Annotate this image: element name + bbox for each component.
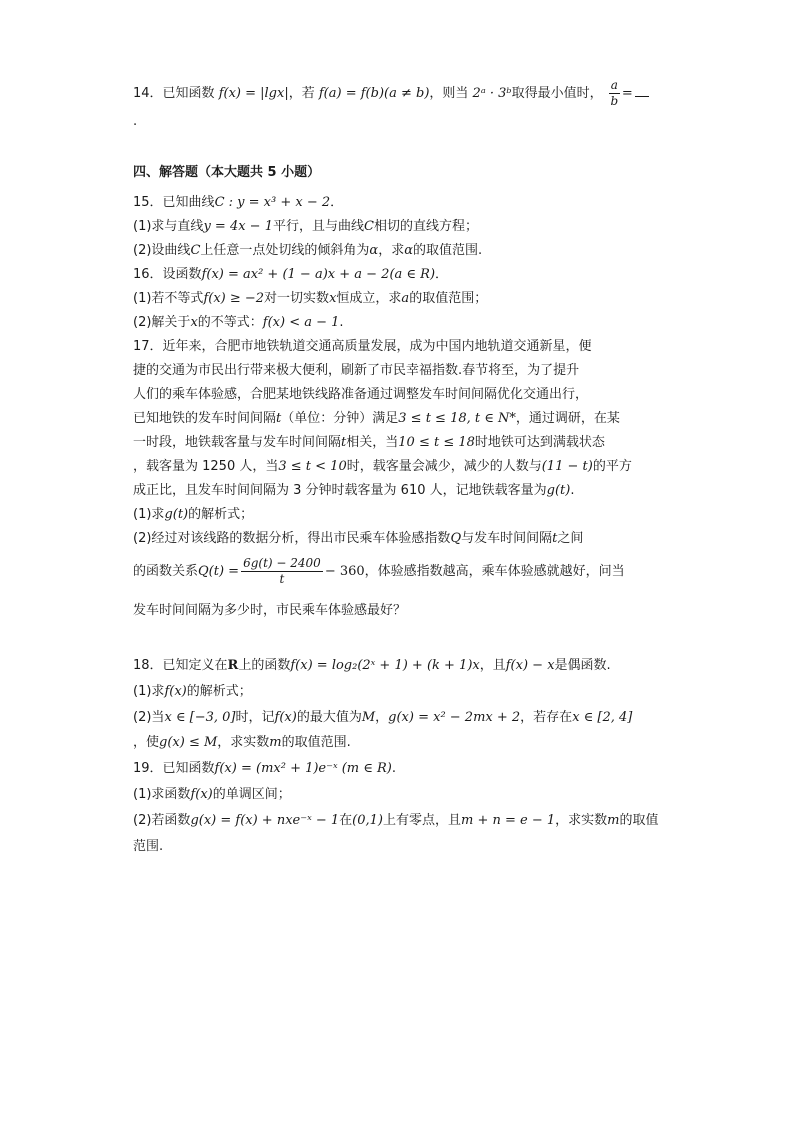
q16-p1-text-b: 对一切实数 bbox=[264, 291, 330, 306]
q19-p2-condition: m + n = e − 1 bbox=[461, 813, 556, 828]
q17-line-10 bbox=[133, 555, 625, 589]
q17-line-5 bbox=[133, 434, 605, 452]
q19-p2-text-d: ，求实数 bbox=[555, 813, 608, 828]
question-14 bbox=[133, 78, 649, 109]
q19-p2-text-a: 若函数 bbox=[151, 813, 191, 828]
q17-line-7 bbox=[133, 482, 574, 500]
q15-p2-text-a: 设曲线 bbox=[151, 243, 191, 258]
q17-p2-text-c: 之间 bbox=[557, 531, 584, 546]
q17-l5-text-c: 时地铁可达到满载状态 bbox=[474, 435, 605, 450]
q18-stem-b: 上的函数 bbox=[238, 658, 291, 673]
q14-number: 14． bbox=[133, 86, 163, 101]
q17-l4-text-c: ，通过调研，在某 bbox=[515, 411, 620, 426]
q18-p2-g: g(x) = x² − 2mx + 2 bbox=[388, 710, 521, 725]
q17-p2-label: (2) bbox=[133, 531, 152, 546]
q14-fraction-denominator: b bbox=[610, 94, 619, 108]
q14-tail-line bbox=[133, 113, 137, 131]
q18-p2-f: f(x) bbox=[274, 710, 297, 725]
q18-part-1 bbox=[133, 683, 252, 701]
q18-l4-text-b: ，求实数 bbox=[217, 735, 270, 750]
q18-p1-f: f(x) bbox=[164, 684, 187, 699]
q16-p2-text-a: 解关于 bbox=[151, 315, 191, 330]
q16-stem-text: 设函数 bbox=[162, 267, 202, 282]
q17-l4-t: t bbox=[276, 411, 282, 426]
q19-p2-label: (2) bbox=[133, 813, 152, 828]
q15-p1-label: (1) bbox=[133, 219, 152, 234]
q19-p2-text-e: 的取值 bbox=[619, 813, 659, 828]
q16-p1-a: a bbox=[401, 291, 410, 306]
q19-line-3: 范围. bbox=[133, 839, 164, 854]
q19-p2-interval: (0,1) bbox=[352, 813, 383, 828]
q15-curve: C : y = x³ + x − 2 bbox=[214, 195, 331, 210]
q14-text-2: ，若 bbox=[288, 86, 315, 101]
q15-p2-label: (2) bbox=[133, 243, 152, 258]
q17-l10-fraction bbox=[241, 556, 323, 587]
q15-stem-text: 已知曲线 bbox=[162, 195, 215, 210]
q19-p1-label: (1) bbox=[133, 787, 152, 802]
q15-p1-line: y = 4x − 1 bbox=[203, 219, 273, 234]
q15-p2-text-e: 的取值范围. bbox=[412, 243, 483, 258]
q17-l10-q: Q(t) = bbox=[198, 564, 240, 579]
q16-p2-text-b: 的不等式： bbox=[197, 315, 263, 330]
q19-part-1 bbox=[133, 786, 291, 804]
q15-p2-text-b: 上任意一点处切线的倾斜角为 bbox=[200, 243, 370, 258]
q18-stem-R: R bbox=[227, 658, 239, 673]
q19-p2-m: m bbox=[607, 813, 620, 828]
q14-math-3: 2ᵃ · 3ᵇ bbox=[472, 86, 512, 101]
q15-p2-alpha-2: α bbox=[404, 243, 413, 258]
q17-p2-t: t bbox=[552, 531, 558, 546]
q17-part-1 bbox=[133, 506, 253, 524]
q18-p2-interval-2: x ∈ [2, 4] bbox=[572, 710, 633, 725]
q14-fraction bbox=[609, 78, 620, 109]
q19-p2-text-b: 在 bbox=[339, 813, 353, 828]
q19-function: f(x) = (mx² + 1)e⁻ˣ (m ∈ R) bbox=[214, 761, 392, 776]
q17-p1-label: (1) bbox=[133, 507, 152, 522]
q17-l10-numerator: 6g(t) − 2400 bbox=[243, 556, 321, 570]
q16-part-2 bbox=[133, 314, 344, 332]
section-title: 四、解答题（本大题共 5 小题） bbox=[133, 165, 321, 180]
q17-l4-text-a: 已知地铁的发车时间间隔 bbox=[133, 411, 277, 426]
q14-equals: = bbox=[621, 86, 633, 101]
q16-p1-x: x bbox=[329, 291, 337, 306]
q15-p2-curve-name: C bbox=[190, 243, 201, 258]
q16-p1-label: (1) bbox=[133, 291, 152, 306]
q15-p2-text-d: ，求 bbox=[378, 243, 405, 258]
q17-l10-text-b: ，体验感指数越高，乘车体验感就越好，问当 bbox=[364, 564, 625, 579]
q19-part-2 bbox=[133, 812, 659, 830]
q14-answer-blank bbox=[635, 86, 649, 97]
q18-stem-a: 18．已知定义在 bbox=[133, 658, 228, 673]
q17-line-3: 人们的乘车体验感，合肥某地铁线路准备通过调整发车时间间隔优化交通出行， bbox=[133, 387, 589, 402]
q16-p1-text-d: 的取值范围； bbox=[409, 291, 488, 306]
q17-l6-text-b: 时，载客量会减少，减少的人数与 bbox=[346, 459, 542, 474]
q19-p1-text-a: 求函数 bbox=[151, 787, 191, 802]
q17-l5-t: t bbox=[341, 435, 347, 450]
q18-p2-text-a: 当 bbox=[151, 710, 165, 725]
q17-l10-denominator: t bbox=[279, 572, 285, 586]
q17-p1-text-b: 的解析式； bbox=[188, 507, 254, 522]
q17-l4-range: 3 ≤ t ≤ 18, t ∈ N* bbox=[398, 411, 516, 426]
q18-p2-interval: x ∈ [−3, 0] bbox=[164, 710, 236, 725]
q17-l10-minus: − 360 bbox=[324, 564, 365, 579]
q14-text-4: 取得最小值时， bbox=[511, 86, 603, 101]
q18-expr: f(x) − x bbox=[505, 658, 555, 673]
q18-p2-text-c: 的最大值为 bbox=[296, 710, 362, 725]
q17-l7-g: g(t) bbox=[546, 483, 571, 498]
q14-tail: . bbox=[133, 114, 138, 129]
q16-p1-text-c: 恒成立，求 bbox=[336, 291, 402, 306]
q17-l6-text-c: 的平方 bbox=[592, 459, 632, 474]
q15-number: 15． bbox=[133, 195, 163, 210]
q16-p2-inequality: f(x) < a − 1 bbox=[262, 315, 340, 330]
q18-p1-label: (1) bbox=[133, 684, 152, 699]
q18-stem bbox=[133, 657, 611, 675]
q16-p2-end: . bbox=[339, 315, 344, 330]
q17-p1-g: g(t) bbox=[164, 507, 189, 522]
q15-p2-alpha: α bbox=[369, 243, 379, 258]
q18-p1-text-a: 求 bbox=[151, 684, 165, 699]
q18-part-2 bbox=[133, 709, 632, 727]
q18-l4-ineq: g(x) ≤ M bbox=[159, 735, 218, 750]
q16-p2-x: x bbox=[190, 315, 198, 330]
q16-part-1 bbox=[133, 290, 487, 308]
q17-l4-text-b: （单位：分钟）满足 bbox=[281, 411, 399, 426]
q14-text-1: 已知函数 bbox=[162, 86, 215, 101]
q18-p2-text-b: 时，记 bbox=[235, 710, 275, 725]
q19-p1-f: f(x) bbox=[190, 787, 213, 802]
q14-math-2: f(a) = f(b)(a ≠ b) bbox=[318, 86, 430, 101]
q18-p2-text-d: ， bbox=[375, 710, 389, 725]
q16-p1-text-a: 若不等式 bbox=[151, 291, 204, 306]
q18-p2-label: (2) bbox=[133, 710, 152, 725]
q17-p2-text-b: 与发车时间间隔 bbox=[461, 531, 553, 546]
q15-part-1 bbox=[133, 218, 478, 236]
q18-stem-d: 是偶函数. bbox=[554, 658, 611, 673]
q16-stem-end: ． bbox=[435, 267, 449, 282]
q18-p1-text-b: 的解析式； bbox=[186, 684, 252, 699]
q19-stem-end: . bbox=[391, 761, 397, 776]
q17-line-11: 发车时间间隔为多少时，市民乘车体验感最好？ bbox=[133, 603, 407, 618]
q19-p2-text-c: 上有零点，且 bbox=[382, 813, 461, 828]
q16-function: f(x) = ax² + (1 − a)x + a − 2(a ∈ R) bbox=[201, 267, 436, 282]
q15-part-2 bbox=[133, 242, 482, 260]
q15-stem bbox=[133, 194, 343, 212]
q17-p2-q: Q bbox=[450, 531, 462, 546]
q17-line-1: 17．近年来，合肥市地铁轨道交通高质量发展，成为中国内地轨道交通新星，便 bbox=[133, 339, 592, 354]
q17-l5-text-a: 一时段，地铁载客量与发车时间间隔 bbox=[133, 435, 342, 450]
q15-p1-curve-name: C bbox=[364, 219, 374, 234]
q18-function: f(x) = log₂(2ˣ + 1) + (k + 1)x bbox=[290, 658, 480, 673]
q17-l7-end: . bbox=[570, 483, 575, 498]
q15-stem-end: ． bbox=[330, 195, 344, 210]
q18-l4-m: m bbox=[269, 735, 282, 750]
q17-l7-text-a: 成正比，且发车时间间隔为 3 分钟时载客量为 610 人，记地铁载客量为 bbox=[133, 483, 547, 498]
q18-stem-c: ，且 bbox=[479, 658, 506, 673]
q16-stem bbox=[133, 266, 448, 284]
q17-l6-text-a: ，载客量为 1250 人，当 bbox=[133, 459, 279, 474]
q19-stem bbox=[133, 760, 396, 778]
q19-p1-text-b: 的单调区间； bbox=[212, 787, 291, 802]
q17-line-2: 捷的交通为市民出行带来极大便利，刷新了市民幸福指数.春节将至，为了提升 bbox=[133, 363, 580, 378]
q15-p1-text-b: 平行，且与曲线 bbox=[272, 219, 364, 234]
q17-p2-text-a: 经过对该线路的数据分析，得出市民乘车体验感指数 bbox=[151, 531, 451, 546]
q14-text-3: ，则当 bbox=[429, 86, 469, 101]
q18-p2-text-e: ，若存在 bbox=[520, 710, 573, 725]
q14-fraction-numerator: a bbox=[610, 78, 618, 92]
q16-p2-label: (2) bbox=[133, 315, 152, 330]
q16-p1-inequality: f(x) ≥ −2 bbox=[203, 291, 265, 306]
q18-l4-text-a: ，使 bbox=[133, 735, 160, 750]
q17-l6-expr: (11 − t) bbox=[541, 459, 593, 474]
q17-part-2 bbox=[133, 530, 583, 548]
q17-line-4 bbox=[133, 410, 620, 428]
q17-p1-text-a: 求 bbox=[151, 507, 165, 522]
q17-line-6 bbox=[133, 458, 632, 476]
q17-l10-text-a: 的函数关系 bbox=[133, 564, 199, 579]
q14-math-1: f(x) = |lgx| bbox=[218, 86, 289, 101]
q17-l5-text-b: 相关，当 bbox=[346, 435, 399, 450]
q19-stem-a: 19．已知函数 bbox=[133, 761, 215, 776]
q17-l6-range: 3 ≤ t < 10 bbox=[278, 459, 347, 474]
q15-p1-text-a: 求与直线 bbox=[151, 219, 204, 234]
q18-line-4 bbox=[133, 734, 351, 752]
q19-p2-g: g(x) = f(x) + nxe⁻ˣ − 1 bbox=[190, 813, 340, 828]
q16-number: 16． bbox=[133, 267, 163, 282]
q18-l4-text-c: 的取值范围. bbox=[281, 735, 351, 750]
q17-l5-range: 10 ≤ t ≤ 18 bbox=[398, 435, 475, 450]
q15-p1-text-d: 相切的直线方程； bbox=[373, 219, 478, 234]
q18-p2-M: M bbox=[361, 710, 376, 725]
